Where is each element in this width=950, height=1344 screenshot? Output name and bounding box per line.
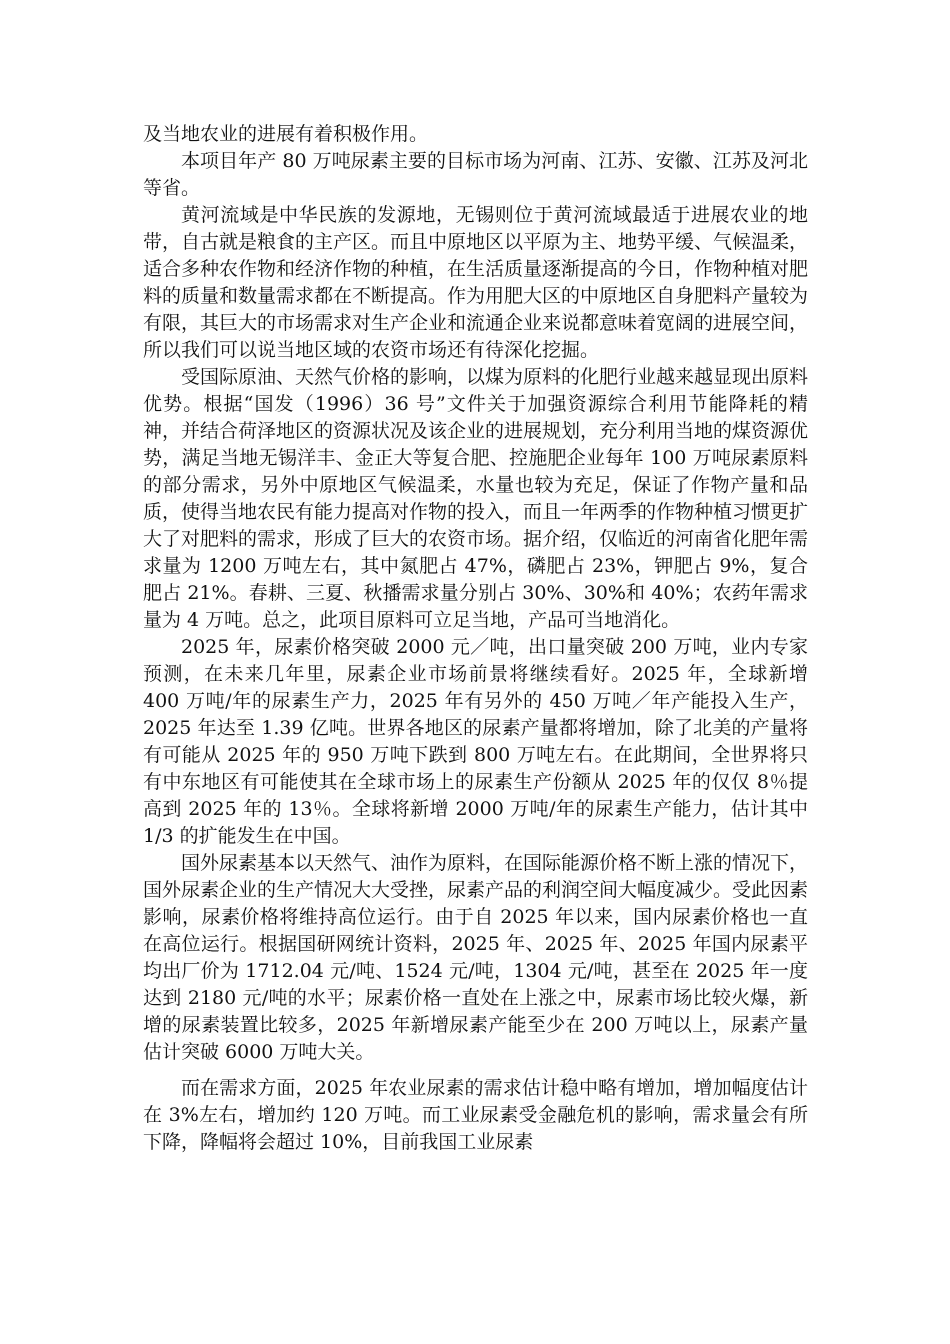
paragraph-target-market: 本项目年产 80 万吨尿素主要的目标市场为河南、江苏、安徽、江苏及河北等省。 (143, 150, 808, 199)
paragraph-urea-price-2025: 2025 年，尿素价格突破 2000 元／吨，出口量突破 200 万吨，业内专家预测，在未来几年里，尿素企业市场前景将继续看好。2025 年，全球新增 400 万吨/年的尿素生产力，2025 年有另外的 450 万吨／年产能投入生产，2025 年达至 1.39 亿吨。世界各地区的尿素产量都将增加，除了北美的产量将有可能从 2025 年的 950 万吨下跌到 800 万吨左右。在此期间，全世界将只有中东地区有可能使其在全球市场上的尿素生产份额从 2025 年的仅仅 8％提高到 2025 年的 13％。全球将新增 2000 万吨/年的尿素生产能力，估计其中 1/3 的扩能发生在中国。 (143, 636, 808, 847)
paragraph-continuation: 及当地农业的进展有着积极作用。 (143, 123, 429, 145)
paragraph-foreign-urea: 国外尿素基本以天然气、油作为原料，在国际能源价格不断上涨的情况下，国外尿素企业的生产情况大大受挫，尿素产品的利润空间大幅度减少。受此因素影响，尿素价格将维持高位运行。由于自 2025 年以来，国内尿素价格也一直在高位运行。根据国研网统计资料，2025 年、2025 年、2025 年国内尿素平均出厂价为 1712.04 元/吨、1524 元/吨，1304 元/吨，甚至在 2025 年一度达到 2180 元/吨的水平；尿素价格一直处在上涨之中，尿素市场比较火爆，新增的尿素装置比较多，2025 年新增尿素产能至少在 200 万吨以上，尿素产量估计突破 6000 万吨大关。 (143, 852, 809, 1063)
paragraph-raw-material: 受国际原油、天然气价格的影响，以煤为原料的化肥行业越来越显现出原料优势。根据“国发（1996）36 号”文件关于加强资源综合利用节能降耗的精神，并结合荷泽地区的资源状况及该企业的进展规划，充分利用当地的煤资源优势，满足当地无锡洋丰、金正大等复合肥、控施肥企业每年 100 万吨尿素原料的部分需求，另外中原地区气候温柔，水量也较为充足，保证了作物产量和品质，使得当地农民有能力提高对作物的投入，而且一年两季的作物种植习惯更扩大了对肥料的需求，形成了巨大的农资市场。据介绍，仅临近的河南省化肥年需求量为 1200 万吨左右，其中氮肥占 47%，磷肥占 23%，钾肥占 9%，复合肥占 21%。春耕、三夏、秋播需求量分别占 30%、30%和 40%；农药年需求量为 4 万吨。总之，此项目原料可立足当地，产品可当地消化。 (143, 366, 809, 631)
paragraph-demand: 而在需求方面，2025 年农业尿素的需求估计稳中略有增加，增加幅度估计在 3%左右，增加约 120 万吨。而工业尿素受金融危机的影响，需求量会有所下降，降幅将会超过 10%，目前我国工业尿素 (143, 1077, 808, 1153)
document-body (143, 121, 808, 1156)
paragraph-yellow-river: 黄河流域是中华民族的发源地，无锡则位于黄河流域最适于进展农业的地带，自古就是粮食的主产区。而且中原地区以平原为主、地势平缓、气候温柔，适合多种农作物和经济作物的种植，在生活质量逐渐提高的今日，作物种植对肥料的质量和数量需求都在不断提高。作为用肥大区的中原地区自身肥料产量较为有限，其巨大的市场需求对生产企业和流通企业来说都意味着宽阔的进展空间，所以我们可以说当地区域的农资市场还有待深化挖掘。 (143, 204, 809, 361)
